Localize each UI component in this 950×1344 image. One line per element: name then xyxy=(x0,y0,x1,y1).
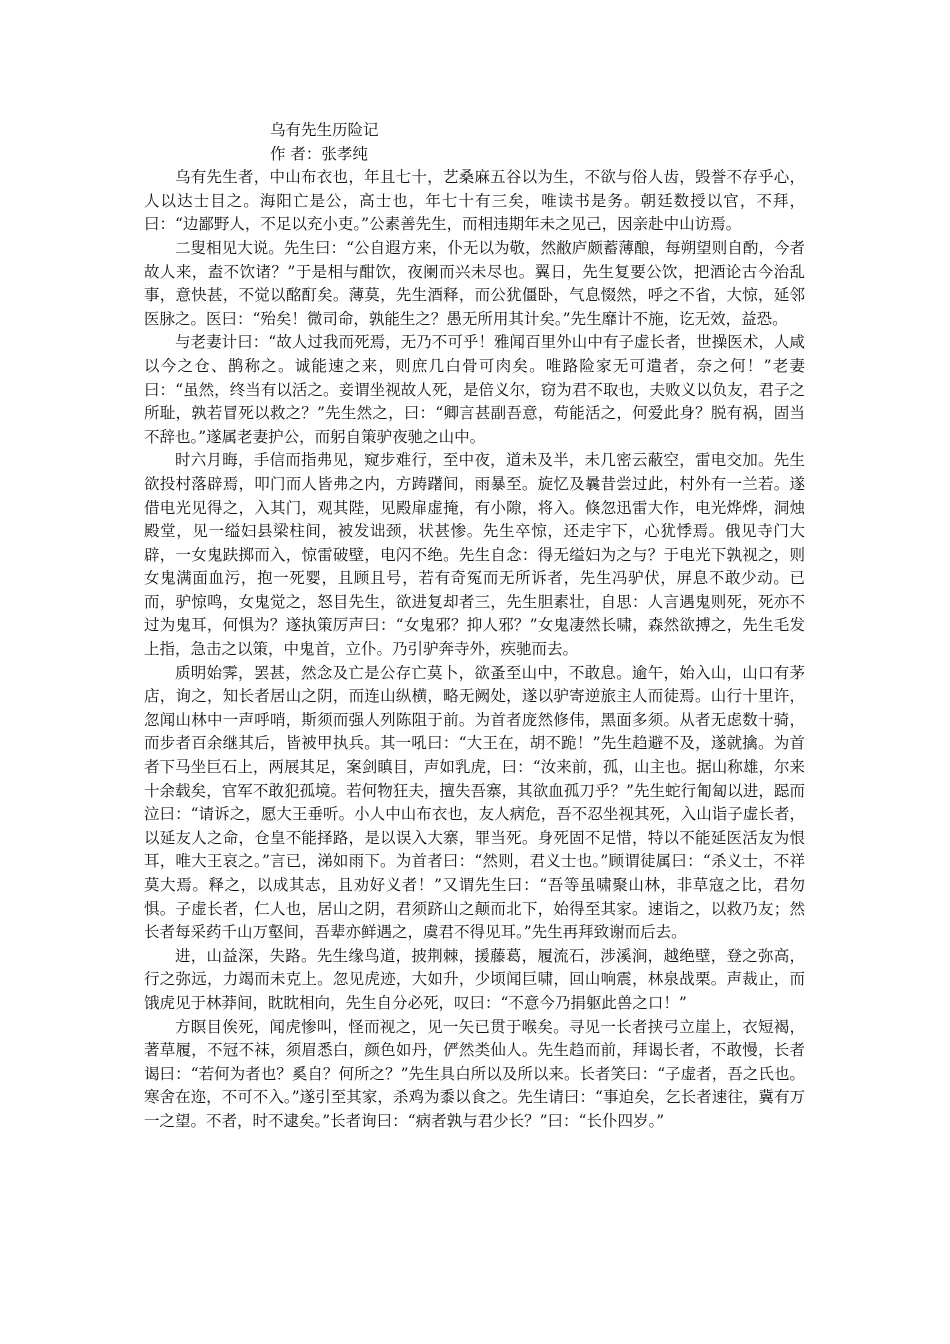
paragraph-6: 进，山益深，失路。先生缘鸟道，披荆棘，援藤葛，履流石，涉溪涧，越绝壁，登之弥高，行之弥远，力竭而未克上。忽见虎迹，大如升，少顷闻巨啸，回山响震，林泉战栗。声裁止，而饿虎见于林莽间，眈眈相向，先生自分必死，叹曰：“不意今乃捐躯此兽之口！” xyxy=(144,946,805,1012)
document-title: 乌有先生历险记 xyxy=(270,121,379,139)
paragraph-3: 与老妻计曰：“故人过我而死焉，无乃不可乎！雅闻百里外山中有子虚长者，世操医术，人咸以今之仓、鹊称之。诚能速之来，则庶几白骨可肉矣。唯路险家无可遣者，奈之何！”老妻曰：“虽然，终当有以活之。妾谓坐视故人死，是倍义尔，窃为君不取也，夫败义以负友，君子之所耻，孰若冒死以救之？”先生然之，曰：“卿言甚副吾意，苟能活之，何爱此身？脱有祸，固当不辞也。”遂属老妻护公，而躬自策驴夜驰之山中。 xyxy=(144,333,805,446)
paragraph-4: 时六月晦，手信而指弗见，窥步难行，至中夜，道未及半，未几密云蔽空，雷电交加。先生欲投村落辟焉，叩门而人皆弗之内，方踌躇间，雨暴至。旋忆及曩昔尝过此，村外有一兰若。遂借电光见得之，入其门，观其陛，见殿扉虚掩，有小隙，将入。倏忽迅雷大作，电光烨烨，洞烛殿堂，见一缢妇县梁柱间，被发诎颈，状甚惨。先生卒惊，还走宇下，心犹悸焉。俄见寺门大辟，一女鬼趺掷而入，惊雷破壁，电闪不绝。先生自念：得无缢妇为之与？于电光下孰视之，则女鬼满面血污，抱一死婴，且顾且号，若有奇冤而无所诉者，先生冯驴伏，屏息不敢少动。已而，驴惊鸣，女鬼觉之，怒目先生，欲进复却者三，先生胆素壮，自思：人言遇鬼则死，死亦不过为鬼耳，何惧为？遂执策厉声曰：“女鬼邪？抑人邪？”女鬼凄然长啸，森然欲搏之，先生毛发上指，急击之以策，中鬼首，立仆。乃引驴奔寺外，疾驰而去。 xyxy=(144,451,805,659)
paragraph-5: 质明始霁，罢甚，然念及亡是公存亡莫卜，欲蚤至山中，不敢息。逾午，始入山，山口有茅店，询之，知长者居山之阴，而连山纵横，略无阙处，遂以驴寄逆旅主人而徒焉。山行十里许，忽闻山林中一声呼哨，斯须而强人列陈阻于前。为首者庞然修伟，黑面多须。从者无虑数十骑，而步者百余继其后，皆被甲执兵。其一吼曰：“大王在，胡不跪！”先生趋避不及，遂就擒。为首者下马坐巨石上，两展其足，案剑瞋目，声如乳虎，曰：“汝来前，孤，山主也。据山称雄，尔来十余载矣，官军不敢犯孤境。若何物狂夫，擅失吾寨，其欲血孤刀乎？”先生蛇行匍匐以进，跽而泣曰：“请诉之，愿大王垂听。小人中山布衣也，友人病危，吾不忍坐视其死，入山诣子虚长者，以延友人之命，仓皇不能择路，是以误入大寨，罪当死。身死固不足惜，特以不能延医活友为恨耳，唯大王哀之。”言已，涕如雨下。为首者曰：“然则，君义士也。”顾谓徒属曰：“杀义士，不祥莫大焉。释之，以成其志，且劝好义者！”又谓先生曰：“吾等虽啸聚山林，非草寇之比，君勿惧。子虚长者，仁人也，居山之阴，君须跻山之颠而北下，始得至其家。速诣之，以救乃友；然长者每采药千山万壑间，吾辈亦鲜遇之，虞君不得见耳。”先生再拜致谢而后去。 xyxy=(144,663,805,942)
document-body xyxy=(144,119,805,1134)
paragraph-2: 二叟相见大说。先生曰：“公自遐方来，仆无以为敬，然敝庐颇蓄薄酿，每朔望则自酌，今者故人来，盍不饮诸？”于是相与酣饮，夜阑而兴未尽也。翼日，先生复要公饮，把酒论古今治乱事，意快甚，不觉以酩酊矣。薄莫，先生酒释，而公犹僵卧，气息惙然，呼之不省，大惊，延邻医脉之。医曰：“殆矣！微司命，孰能生之？愚无所用其计矣。”先生靡计不施，讫无效，益恐。 xyxy=(144,238,805,328)
paragraph-7: 方瞑目俟死，闻虎惨叫，怪而视之，见一矢已贯于喉矣。寻见一长者挟弓立崖上，衣短褐，著草履，不冠不袜，须眉悉白，颜色如丹，俨然类仙人。先生趋而前，拜谒长者，不敢慢，长者谒曰：“若何为者也？奚自？何所之？”先生具白所以及所以来。长者笑曰：“子虚者，吾之氏也。寒舍在迩，不可不入。”遂引至其家，杀鸡为黍以食之。先生请曰：“事迫矣，乞长者速往，冀有万一之望。不者，时不逮矣。”长者询曰：“病者孰与君少长？”曰：“长仆四岁。” xyxy=(144,1017,805,1130)
author-line: 作 者：张孝纯 xyxy=(270,144,368,163)
paragraph-1: 乌有先生者，中山布衣也，年且七十，艺桑麻五谷以为生，不欲与俗人齿，毁誉不存乎心，人以达士目之。海阳亡是公，高士也，年七十有三矣，唯读书是务。朝廷数授以官，不拜，曰：“边鄙野人，不足以充小吏。”公素善先生，而相违期年未之见己，因亲赴中山访焉。 xyxy=(144,168,805,234)
